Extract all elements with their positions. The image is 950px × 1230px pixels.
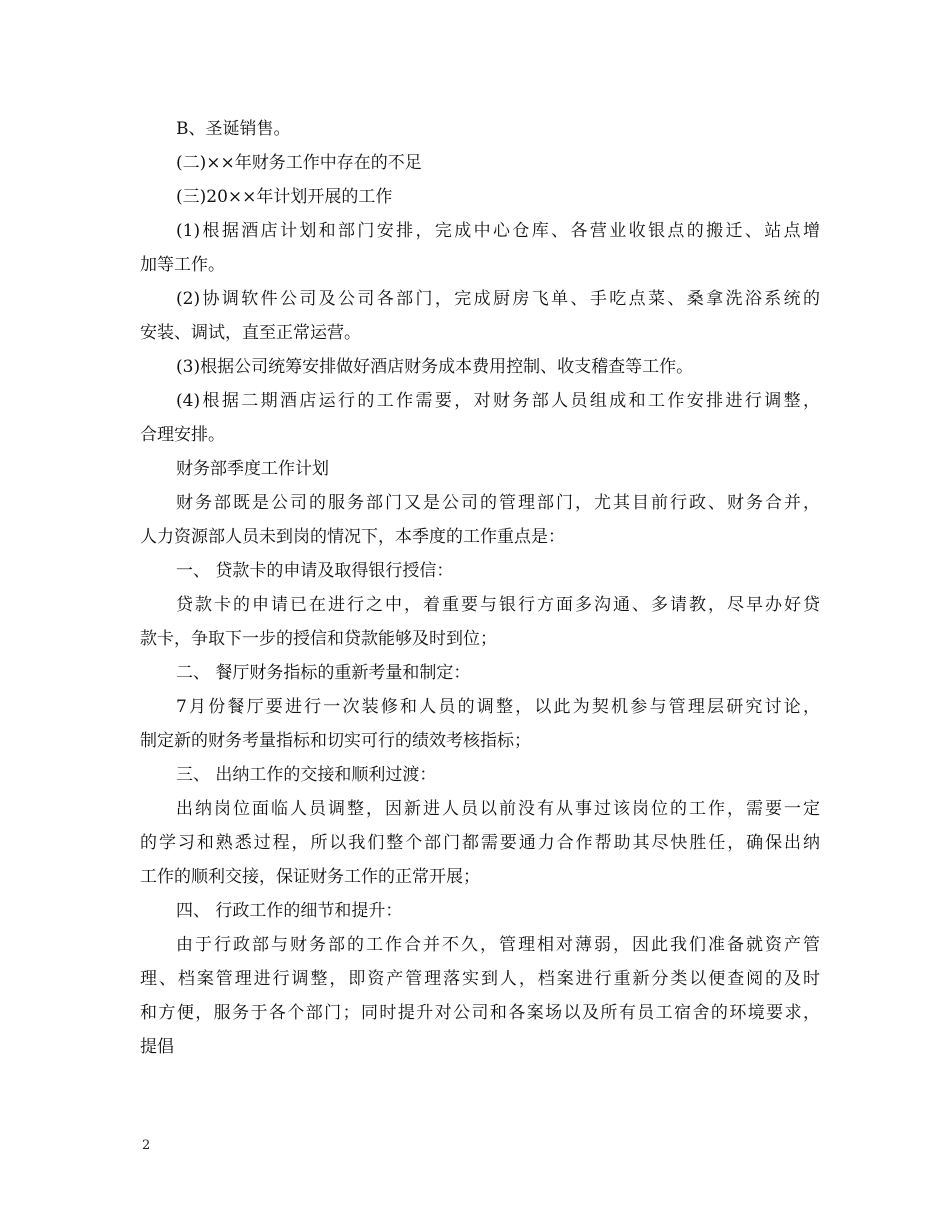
text-line: 提倡: [140, 1037, 174, 1057]
text-line: 财务部既是公司的服务部门又是公司的管理部门，尤其目前行政、财务合并，: [176, 493, 820, 513]
text-line: B、圣诞销售。: [176, 119, 291, 139]
page-number: 2: [142, 1138, 151, 1153]
text-line: 合理安排。: [140, 425, 225, 445]
text-line: (三)20××年计划开展的工作: [176, 187, 393, 207]
text-line: 财务部季度工作计划: [176, 459, 329, 479]
text-line: 由于行政部与财务部的工作合并不久，管理相对薄弱，因此我们准备就资产管: [176, 935, 820, 955]
text-line: 贷款卡的申请已在进行之中，着重要与银行方面多沟通、多请教，尽早办好贷: [176, 595, 820, 615]
text-line: 7月份餐厅要进行一次装修和人员的调整，以此为契机参与管理层研究讨论，: [176, 697, 820, 717]
text-line: 的学习和熟悉过程，所以我们整个部门都需要通力合作帮助其尽快胜任，确保出纳: [140, 833, 820, 853]
text-line: 三、 出纳工作的交接和顺利过渡：: [176, 765, 437, 785]
document-body: [140, 112, 820, 1064]
text-line: 人力资源部人员未到岗的情况下，本季度的工作重点是：: [140, 527, 565, 547]
text-line: (1)根据酒店计划和部门安排，完成中心仓库、各营业收银点的搬迁、站点增: [176, 221, 820, 241]
text-line: 加等工作。: [140, 255, 225, 275]
text-line: 和方便，服务于各个部门；同时提升对公司和各案场以及所有员工宿舍的环境要求，: [140, 1003, 820, 1023]
text-line: 二、 餐厅财务指标的重新考量和制定：: [176, 663, 471, 683]
text-line: 理、档案管理进行调整，即资产管理落实到人，档案进行重新分类以便查阅的及时: [140, 969, 820, 989]
text-line: 款卡，争取下一步的授信和贷款能够及时到位；: [140, 629, 497, 649]
text-line: 制定新的财务考量指标和切实可行的绩效考核指标；: [140, 731, 531, 751]
text-line: (2)协调软件公司及公司各部门，完成厨房飞单、手吃点菜、桑拿洗浴系统的: [176, 289, 820, 309]
text-line: 四、 行政工作的细节和提升：: [176, 901, 403, 921]
text-line: (4)根据二期酒店运行的工作需要，对财务部人员组成和工作安排进行调整，: [176, 391, 820, 411]
text-line: 工作的顺利交接，保证财务工作的正常开展；: [140, 867, 480, 887]
text-line: (3)根据公司统筹安排做好酒店财务成本费用控制、收支稽查等工作。: [176, 357, 694, 377]
text-line: 出纳岗位面临人员调整，因新进人员以前没有从事过该岗位的工作，需要一定: [176, 799, 820, 819]
text-line: (二)××年财务工作中存在的不足: [176, 153, 422, 173]
text-line: 一、 贷款卡的申请及取得银行授信：: [176, 561, 454, 581]
text-line: 安装、调试，直至正常运营。: [140, 323, 361, 343]
